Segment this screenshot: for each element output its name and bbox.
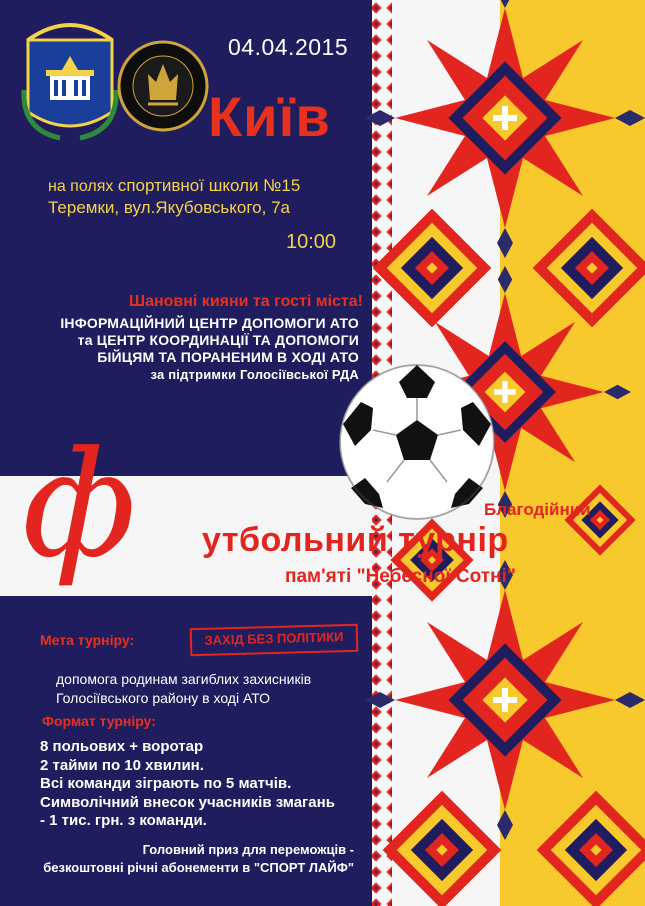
format-line: 2 тайми по 10 хвилин. bbox=[40, 757, 204, 774]
battalion-emblem-logo bbox=[119, 42, 207, 130]
venue-main: спортивної школи №15 bbox=[117, 176, 301, 195]
organizer-line-1: ІНФОРМАЦІЙНИЙ ЦЕНТР ДОПОМОГИ АТО bbox=[60, 315, 359, 331]
greeting: Шановні кияни та гості міста! bbox=[129, 293, 363, 310]
venue-line-2: Теремки, вул.Якубовського, 7а bbox=[48, 198, 290, 217]
event-city: Київ bbox=[208, 85, 331, 148]
organizer-line-3: БІЙЦЯМ ТА ПОРАНЕНИМ В ХОДІ АТО bbox=[97, 349, 359, 365]
venue-prefix: на полях bbox=[48, 178, 118, 195]
title-memory: пам'яті "Небесної Сотні" bbox=[285, 566, 516, 587]
format-line: Всі команди зіграють по 5 матчів. bbox=[40, 775, 292, 792]
format-line: - 1 тис. грн. з команди. bbox=[40, 812, 207, 829]
organizer-line-4: за підтримки Голосіївської РДА bbox=[150, 367, 359, 382]
venue-line-1 bbox=[48, 176, 300, 196]
goal-label: Мета турніру: bbox=[40, 632, 135, 648]
format-line: Символічний внесок учасників змагань bbox=[40, 794, 335, 811]
event-time: 10:00 bbox=[286, 231, 337, 253]
coat-of-arms-logo bbox=[24, 25, 116, 138]
format-label: Формат турніру: bbox=[42, 713, 156, 729]
title-main: утбольний турнір bbox=[202, 521, 509, 559]
goal-line-2: Голосіївського району в ході АТО bbox=[56, 690, 271, 706]
title-charity: Благодійний bbox=[484, 500, 591, 519]
prize-line-1: Головний приз для переможців - bbox=[142, 842, 354, 857]
event-date: 04.04.2015 bbox=[228, 34, 349, 60]
goal-line-1: допомога родинам загиблих захисників bbox=[56, 671, 312, 687]
format-line: 8 польових + воротар bbox=[40, 738, 204, 755]
organizer-line-2: та ЦЕНТР КООРДИНАЦІЇ ТА ДОПОМОГИ bbox=[77, 332, 359, 348]
no-politics-stamp: ЗАХІД БЕЗ ПОЛІТИКИ bbox=[190, 624, 359, 656]
title-initial-letter: ф bbox=[22, 420, 137, 590]
soccer-ball-image bbox=[340, 365, 494, 519]
prize-line-2: безкоштовні річні абонементи в "СПОРТ ЛАЙФ" bbox=[43, 860, 354, 875]
